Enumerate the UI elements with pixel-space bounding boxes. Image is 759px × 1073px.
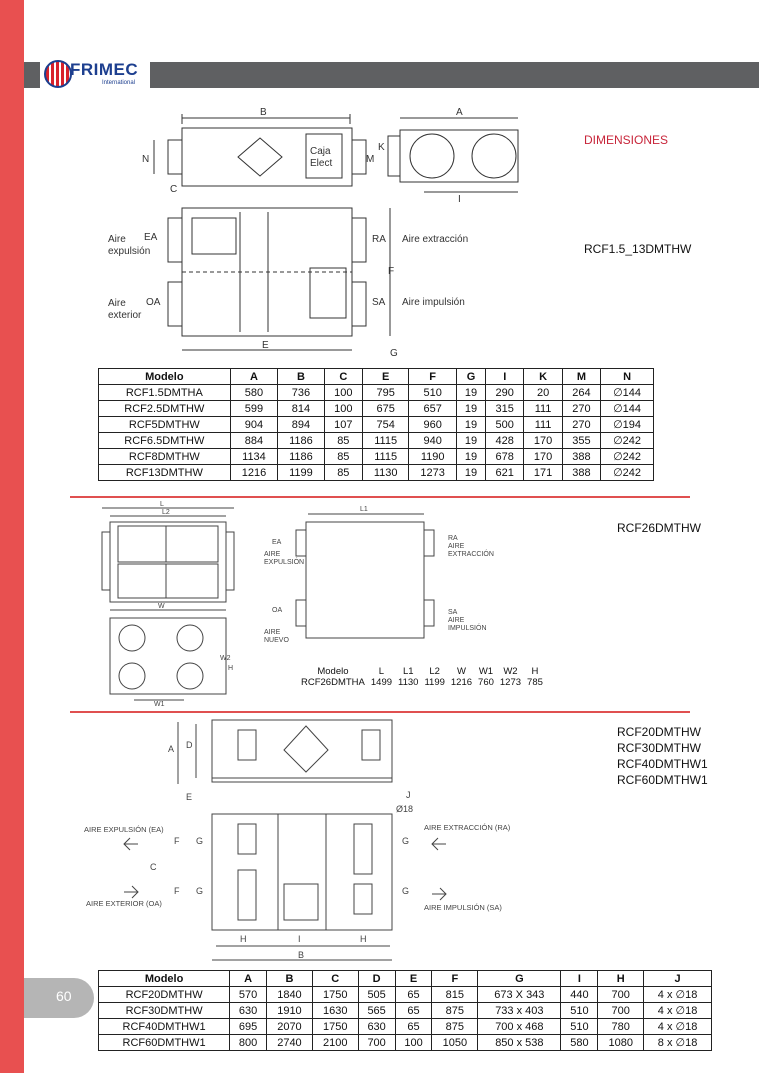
dim-label: B bbox=[260, 107, 267, 118]
models-label-3-line: RCF60DMTHW1 bbox=[617, 773, 708, 787]
table-header: G bbox=[478, 971, 561, 987]
dim-label: B bbox=[298, 950, 305, 960]
air-label: Aire impulsión bbox=[402, 297, 465, 308]
dim-label: A bbox=[456, 107, 463, 118]
table-header: L2 bbox=[429, 666, 440, 677]
table-cell: 700 bbox=[598, 987, 644, 1003]
table-cell: 884 bbox=[230, 433, 278, 449]
dim-label: L1 bbox=[360, 506, 368, 513]
table-header: C bbox=[324, 369, 362, 385]
table-row bbox=[99, 385, 654, 401]
table-header: W bbox=[456, 666, 466, 677]
dim-label: Ø18 bbox=[396, 804, 414, 814]
table-header: L bbox=[378, 666, 385, 677]
table-cell: 111 bbox=[524, 417, 562, 433]
table-header: F bbox=[409, 369, 457, 385]
table-cell: 733 x 403 bbox=[478, 1003, 561, 1019]
dim-label: F bbox=[388, 266, 395, 277]
table-cell: 754 bbox=[362, 417, 408, 433]
table-row bbox=[99, 449, 654, 465]
table-cell: RCF6.5DMTHW bbox=[99, 433, 231, 449]
table-cell: 19 bbox=[456, 449, 485, 465]
table-cell: RCF20DMTHW bbox=[99, 987, 230, 1003]
table-cell: 1130 bbox=[362, 465, 408, 481]
table-header: Modelo bbox=[99, 971, 230, 987]
table-cell: 500 bbox=[486, 417, 524, 433]
air-code: EA bbox=[272, 539, 282, 546]
table-cell: 171 bbox=[524, 465, 562, 481]
dim-label: E bbox=[186, 792, 193, 802]
dim-label: H bbox=[228, 665, 234, 672]
table-cell: 388 bbox=[562, 449, 600, 465]
dim-label: F bbox=[174, 886, 180, 896]
table-header: Modelo bbox=[317, 666, 349, 677]
table-cell: 700 bbox=[598, 1003, 644, 1019]
left-accent-bar bbox=[0, 0, 24, 1073]
table-header: W2 bbox=[503, 666, 518, 677]
table-header: Modelo bbox=[99, 369, 231, 385]
dim-label: H bbox=[360, 934, 367, 944]
table-header: G bbox=[456, 369, 485, 385]
table-cell: 2070 bbox=[267, 1019, 313, 1035]
table-cell: 85 bbox=[324, 449, 362, 465]
table-cell: RCF2.5DMTHW bbox=[99, 401, 231, 417]
table-cell: 1115 bbox=[362, 433, 408, 449]
air-code: OA bbox=[146, 297, 161, 308]
table-cell: RCF8DMTHW bbox=[99, 449, 231, 465]
table-cell: 20 bbox=[524, 385, 562, 401]
table-cell: ∅242 bbox=[601, 433, 654, 449]
dim-label: G bbox=[196, 836, 204, 846]
table-cell: 1750 bbox=[312, 1019, 358, 1035]
table-cell: 19 bbox=[456, 465, 485, 481]
table-cell: 1130 bbox=[398, 677, 419, 688]
table-cell: 815 bbox=[432, 987, 478, 1003]
table-cell: 630 bbox=[358, 1019, 395, 1035]
dimensions-table-2 bbox=[298, 666, 546, 688]
air-label: Aire bbox=[108, 298, 126, 309]
dim-label: D bbox=[186, 740, 193, 750]
models-label-3-line: RCF20DMTHW bbox=[617, 725, 701, 739]
dim-label: M bbox=[366, 154, 375, 165]
table-cell: 19 bbox=[456, 433, 485, 449]
dim-label: G bbox=[402, 886, 410, 896]
arrow-left-icon bbox=[432, 838, 446, 850]
table-cell: 170 bbox=[524, 449, 562, 465]
dim-label: A bbox=[168, 744, 175, 754]
table-cell: 65 bbox=[395, 1019, 432, 1035]
dim-label: W bbox=[158, 603, 165, 610]
table-cell: 875 bbox=[432, 1019, 478, 1035]
dimensions-table-3 bbox=[98, 970, 712, 1051]
table-cell: RCF1.5DMTHA bbox=[99, 385, 231, 401]
table-cell: 1080 bbox=[598, 1035, 644, 1051]
table-row bbox=[99, 987, 712, 1003]
dim-label: I bbox=[458, 194, 461, 205]
table-cell: 1273 bbox=[409, 465, 457, 481]
table-row bbox=[99, 433, 654, 449]
table-cell: 904 bbox=[230, 417, 278, 433]
table-cell: 894 bbox=[278, 417, 324, 433]
table-cell: 510 bbox=[561, 1003, 598, 1019]
arrow-left-icon bbox=[124, 838, 138, 850]
table-cell: 1199 bbox=[278, 465, 324, 481]
arrow-right-icon bbox=[124, 886, 138, 898]
table-cell: 505 bbox=[358, 987, 395, 1003]
brand-logo bbox=[40, 56, 150, 92]
table-header: L1 bbox=[402, 666, 414, 677]
table-header: D bbox=[358, 971, 395, 987]
drawing-3 bbox=[80, 714, 540, 966]
table-cell: 1216 bbox=[450, 677, 473, 688]
table-cell: ∅194 bbox=[601, 417, 654, 433]
table-cell: 940 bbox=[409, 433, 457, 449]
dim-label: I bbox=[298, 934, 301, 944]
table-cell: 19 bbox=[456, 401, 485, 417]
table-cell: 270 bbox=[562, 401, 600, 417]
box-label: Elect bbox=[310, 158, 333, 169]
table-cell: 100 bbox=[324, 385, 362, 401]
table-cell: 2740 bbox=[267, 1035, 313, 1051]
table-cell: 673 X 343 bbox=[478, 987, 561, 1003]
table-cell: 510 bbox=[561, 1019, 598, 1035]
table-cell: ∅242 bbox=[601, 465, 654, 481]
air-code: OA bbox=[272, 607, 283, 614]
logo-emblem-icon bbox=[44, 60, 72, 88]
air-code: SA bbox=[448, 609, 458, 616]
table-cell: ∅242 bbox=[601, 449, 654, 465]
table-header: A bbox=[230, 971, 267, 987]
air-label: AIRE bbox=[448, 543, 465, 550]
table-cell: 1499 bbox=[370, 677, 393, 688]
table-cell: 700 x 468 bbox=[478, 1019, 561, 1035]
section-title: DIMENSIONES bbox=[584, 133, 669, 147]
table-cell: 1840 bbox=[267, 987, 313, 1003]
table-cell: 170 bbox=[524, 433, 562, 449]
table-cell: 111 bbox=[524, 401, 562, 417]
arrow-right-icon bbox=[432, 888, 446, 900]
table-cell: 355 bbox=[562, 433, 600, 449]
table-cell: 65 bbox=[395, 1003, 432, 1019]
table-cell: 785 bbox=[527, 677, 543, 688]
table-cell: 1115 bbox=[362, 449, 408, 465]
table-cell: 65 bbox=[395, 987, 432, 1003]
table-row bbox=[298, 677, 546, 688]
dim-label: W2 bbox=[220, 655, 231, 662]
table-cell: 621 bbox=[486, 465, 524, 481]
air-code: RA bbox=[448, 535, 458, 542]
table-row bbox=[99, 401, 654, 417]
table-row bbox=[99, 1003, 712, 1019]
table-cell: 570 bbox=[230, 987, 267, 1003]
air-label: AIRE IMPULSIÓN (SA) bbox=[424, 903, 502, 912]
dim-label: E bbox=[262, 340, 269, 351]
dim-label: C bbox=[150, 862, 157, 872]
table-header: H bbox=[598, 971, 644, 987]
dim-label: J bbox=[406, 790, 411, 800]
dimensions-table-1 bbox=[98, 368, 654, 481]
table-row bbox=[99, 465, 654, 481]
table-cell: 8 x ∅18 bbox=[644, 1035, 712, 1051]
table-cell: 85 bbox=[324, 433, 362, 449]
table-cell: 675 bbox=[362, 401, 408, 417]
table-header-row bbox=[298, 666, 546, 677]
table-cell: 760 bbox=[478, 677, 494, 688]
brand-name: FRIMEC bbox=[70, 60, 139, 79]
table-cell: 440 bbox=[561, 987, 598, 1003]
table-cell: 19 bbox=[456, 417, 485, 433]
models-label-3-line: RCF30DMTHW bbox=[617, 741, 701, 755]
table-cell: 1910 bbox=[267, 1003, 313, 1019]
dim-label: W1 bbox=[154, 701, 165, 706]
dim-label: G bbox=[402, 836, 410, 846]
table-cell: 2100 bbox=[312, 1035, 358, 1051]
table-cell: RCF30DMTHW bbox=[99, 1003, 230, 1019]
table-header-row bbox=[99, 369, 654, 385]
table-cell: 800 bbox=[230, 1035, 267, 1051]
air-label: EXPULSIÓN bbox=[264, 559, 305, 566]
table-header: I bbox=[561, 971, 598, 987]
table-cell: 1199 bbox=[424, 677, 445, 688]
table-header: N bbox=[601, 369, 654, 385]
air-code: SA bbox=[372, 297, 386, 308]
section-divider bbox=[70, 711, 690, 713]
table-cell: 107 bbox=[324, 417, 362, 433]
dim-label: C bbox=[170, 184, 178, 195]
table-cell: 599 bbox=[230, 401, 278, 417]
table-cell: 657 bbox=[409, 401, 457, 417]
box-label: Caja bbox=[310, 146, 331, 157]
dim-label: G bbox=[196, 886, 204, 896]
dim-label: G bbox=[390, 348, 398, 359]
dim-label: N bbox=[142, 154, 150, 165]
air-label: expulsión bbox=[108, 246, 151, 257]
section-divider bbox=[70, 496, 690, 498]
table-cell: 736 bbox=[278, 385, 324, 401]
table-header: B bbox=[278, 369, 324, 385]
models-label-3-line: RCF40DMTHW1 bbox=[617, 757, 708, 771]
air-label: AIRE EXTERIOR (OA) bbox=[86, 899, 162, 908]
table-cell: 580 bbox=[230, 385, 278, 401]
table-cell: 960 bbox=[409, 417, 457, 433]
table-cell: 580 bbox=[561, 1035, 598, 1051]
air-label: exterior bbox=[108, 310, 142, 321]
air-label: AIRE bbox=[264, 629, 281, 636]
models-label-1: RCF1.5_13DMTHW bbox=[584, 242, 692, 256]
table-cell: 388 bbox=[562, 465, 600, 481]
table-cell: RCF40DMTHW1 bbox=[99, 1019, 230, 1035]
table-cell: 100 bbox=[395, 1035, 432, 1051]
air-label: AIRE EXTRACCIÓN (RA) bbox=[424, 823, 511, 832]
table-cell: 1190 bbox=[409, 449, 457, 465]
table-header: E bbox=[362, 369, 408, 385]
table-cell: 100 bbox=[324, 401, 362, 417]
table-cell: 678 bbox=[486, 449, 524, 465]
table-header: F bbox=[432, 971, 478, 987]
air-code: RA bbox=[372, 234, 386, 245]
air-label: NUEVO bbox=[264, 637, 289, 644]
dim-label: L2 bbox=[162, 509, 170, 516]
table-cell: 315 bbox=[486, 401, 524, 417]
table-cell: 565 bbox=[358, 1003, 395, 1019]
table-cell: 795 bbox=[362, 385, 408, 401]
table-header: H bbox=[531, 666, 539, 677]
table-cell: 85 bbox=[324, 465, 362, 481]
table-cell: 4 x ∅18 bbox=[644, 1019, 712, 1035]
air-label: Aire bbox=[108, 234, 126, 245]
dim-label: L bbox=[160, 501, 164, 508]
table-cell: 695 bbox=[230, 1019, 267, 1035]
table-cell: 780 bbox=[598, 1019, 644, 1035]
table-header: B bbox=[267, 971, 313, 987]
table-cell: ∅144 bbox=[601, 401, 654, 417]
table-cell: 290 bbox=[486, 385, 524, 401]
table-header: J bbox=[644, 971, 712, 987]
table-cell: 1186 bbox=[278, 433, 324, 449]
table-cell: 428 bbox=[486, 433, 524, 449]
table-header: M bbox=[562, 369, 600, 385]
table-header-row bbox=[99, 971, 712, 987]
table-header: E bbox=[395, 971, 432, 987]
table-cell: 264 bbox=[562, 385, 600, 401]
table-cell: 4 x ∅18 bbox=[644, 1003, 712, 1019]
table-row bbox=[99, 1035, 712, 1051]
table-cell: 19 bbox=[456, 385, 485, 401]
dim-label: K bbox=[378, 142, 385, 153]
air-label: Aire extracción bbox=[402, 234, 469, 245]
table-cell: 875 bbox=[432, 1003, 478, 1019]
table-cell: 4 x ∅18 bbox=[644, 987, 712, 1003]
table-cell: 630 bbox=[230, 1003, 267, 1019]
table-cell: 1050 bbox=[432, 1035, 478, 1051]
air-label: AIRE bbox=[264, 551, 281, 558]
air-label: AIRE EXPULSIÓN (EA) bbox=[84, 825, 164, 834]
air-label: IMPULSIÓN bbox=[448, 625, 487, 632]
air-code: EA bbox=[144, 232, 158, 243]
table-cell: RCF5DMTHW bbox=[99, 417, 231, 433]
table-header: A bbox=[230, 369, 278, 385]
table-cell: RCF26DMTHA bbox=[301, 677, 365, 688]
page-number: 60 bbox=[56, 988, 72, 1004]
table-cell: 1273 bbox=[499, 677, 522, 688]
table-header: C bbox=[312, 971, 358, 987]
table-cell: 510 bbox=[409, 385, 457, 401]
dim-label: F bbox=[174, 836, 180, 846]
table-header: W1 bbox=[478, 666, 494, 677]
table-cell: 700 bbox=[358, 1035, 395, 1051]
brand-sub: International bbox=[102, 80, 136, 86]
table-cell: 1186 bbox=[278, 449, 324, 465]
table-cell: 1216 bbox=[230, 465, 278, 481]
drawing-1 bbox=[100, 100, 540, 362]
table-row bbox=[99, 417, 654, 433]
table-row bbox=[99, 1019, 712, 1035]
table-cell: 1750 bbox=[312, 987, 358, 1003]
table-header: I bbox=[486, 369, 524, 385]
models-label-3 bbox=[617, 724, 708, 788]
table-cell: 270 bbox=[562, 417, 600, 433]
models-label-2: RCF26DMTHW bbox=[617, 521, 701, 535]
table-cell: ∅144 bbox=[601, 385, 654, 401]
table-cell: 1630 bbox=[312, 1003, 358, 1019]
table-header: K bbox=[524, 369, 562, 385]
air-label: AIRE bbox=[448, 617, 465, 624]
air-label: EXTRACCIÓN bbox=[448, 551, 494, 558]
table-cell: RCF13DMTHW bbox=[99, 465, 231, 481]
table-cell: 1134 bbox=[230, 449, 278, 465]
dim-label: H bbox=[240, 934, 247, 944]
table-cell: 850 x 538 bbox=[478, 1035, 561, 1051]
table-cell: RCF60DMTHW1 bbox=[99, 1035, 230, 1051]
table-cell: 814 bbox=[278, 401, 324, 417]
